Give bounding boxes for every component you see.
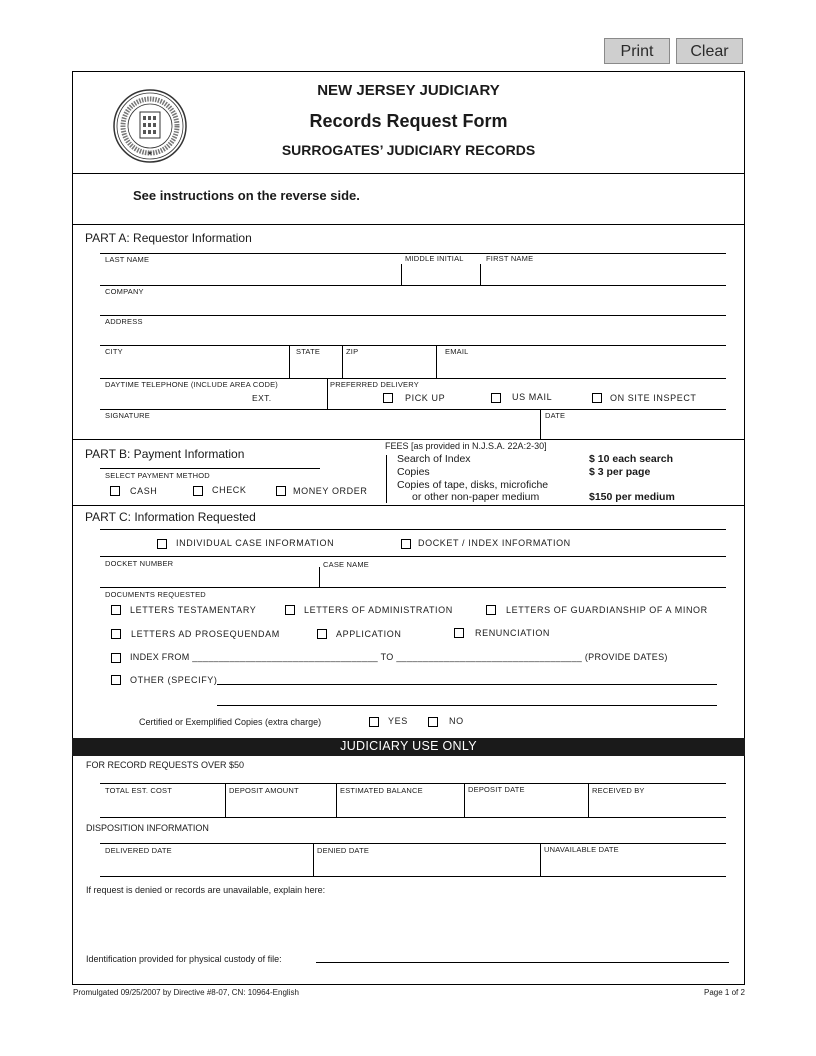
documents-requested-label: DOCUMENTS REQUESTED: [105, 590, 206, 599]
fees-title: FEES [as provided in N.J.S.A. 22A:2-30]: [385, 441, 547, 451]
individual-case-checkbox[interactable]: [157, 539, 167, 549]
certified-no-label: NO: [449, 716, 464, 726]
field-line: [100, 315, 726, 316]
middle-initial-input[interactable]: [402, 264, 479, 285]
field-separator: [225, 783, 226, 817]
other-label: OTHER (SPECIFY): [130, 675, 218, 685]
letters-testamentary-label: LETTERS TESTAMENTARY: [130, 605, 257, 615]
pick-up-checkbox[interactable]: [383, 393, 393, 403]
promulgated-note: Promulgated 09/25/2007 by Directive #8-07, CN: 10964-English: [73, 988, 299, 997]
field-line: [100, 556, 726, 557]
print-button[interactable]: Print: [604, 38, 670, 64]
date-label: DATE: [545, 411, 566, 420]
page-number: Page 1 of 2: [704, 988, 745, 997]
city-label: CITY: [105, 347, 123, 356]
fees-bracket: [386, 455, 387, 503]
form-frame: [72, 71, 745, 985]
denied-date-input[interactable]: [315, 856, 538, 876]
fee-label: Copies of tape, disks, microfiche: [397, 479, 549, 491]
field-line: [100, 468, 320, 469]
estimated-balance-label: ESTIMATED BALANCE: [340, 786, 423, 795]
org-name: NEW JERSEY JUDICIARY: [317, 82, 500, 99]
other-input[interactable]: [217, 670, 717, 684]
us-mail-label: US MAIL: [512, 392, 553, 402]
state-input[interactable]: [290, 358, 341, 378]
field-line: [217, 705, 717, 706]
email-input[interactable]: [437, 358, 726, 378]
check-checkbox[interactable]: [193, 486, 203, 496]
case-name-input[interactable]: [321, 568, 726, 587]
denied-explain-label: If request is denied or records are unavailable, explain here:: [86, 885, 326, 895]
field-line: [100, 876, 726, 877]
certified-yes-label: YES: [388, 716, 408, 726]
field-line: [100, 345, 726, 346]
signature-label: SIGNATURE: [105, 411, 150, 420]
field-separator: [327, 378, 328, 409]
application-checkbox[interactable]: [317, 629, 327, 639]
address-label: ADDRESS: [105, 317, 143, 326]
us-mail-checkbox[interactable]: [491, 393, 501, 403]
divider: [72, 224, 745, 225]
delivered-date-label: DELIVERED DATE: [105, 846, 172, 855]
field-line: [100, 378, 726, 379]
company-input[interactable]: [100, 297, 726, 315]
letters-testamentary-checkbox[interactable]: [111, 605, 121, 615]
last-name-label: LAST NAME: [105, 255, 150, 264]
company-label: COMPANY: [105, 287, 144, 296]
other-input-line-2[interactable]: [217, 691, 717, 705]
fee-label: or other non-paper medium: [412, 491, 540, 503]
on-site-checkbox[interactable]: [592, 393, 602, 403]
divider: [72, 173, 745, 174]
last-name-input[interactable]: [100, 264, 400, 285]
part-b-title: PART B: Payment Information: [85, 447, 245, 461]
docket-number-label: DOCKET NUMBER: [105, 559, 174, 568]
renunciation-checkbox[interactable]: [454, 628, 464, 638]
pick-up-label: PICK UP: [405, 393, 446, 403]
certified-no-checkbox[interactable]: [428, 717, 438, 727]
individual-case-label: INDIVIDUAL CASE INFORMATION: [176, 538, 335, 548]
field-separator: [464, 783, 465, 817]
received-by-label: RECEIVED BY: [592, 786, 645, 795]
field-line: [316, 962, 729, 963]
phone-input[interactable]: [100, 390, 250, 408]
field-separator: [313, 843, 314, 876]
fee-price: $ 10 each search: [589, 453, 674, 465]
select-method-label: SELECT PAYMENT METHOD: [105, 471, 210, 480]
fee-label: Search of Index: [397, 453, 471, 465]
field-separator: [336, 783, 337, 817]
part-c-title: PART C: Information Requested: [85, 510, 256, 524]
preferred-delivery-label: PREFERRED DELIVERY: [330, 380, 419, 389]
field-line: [100, 409, 726, 410]
cash-label: CASH: [130, 486, 158, 496]
check-label: CHECK: [212, 485, 247, 495]
on-site-label: ON SITE INSPECT: [610, 393, 697, 403]
unavailable-date-label: UNAVAILABLE DATE: [544, 845, 619, 854]
case-name-label: CASE NAME: [323, 560, 369, 569]
letters-ad-pro-checkbox[interactable]: [111, 629, 121, 639]
index-from-label: INDEX FROM ___________________________________ TO ___________________________________ (PROVIDE DATES): [130, 652, 668, 662]
judiciary-use-title: JUDICIARY USE ONLY: [340, 739, 477, 753]
deposit-date-label: DEPOSIT DATE: [468, 785, 525, 794]
letters-ad-pro-label: LETTERS AD PROSEQUENDAM: [131, 629, 280, 639]
docket-index-label: DOCKET / INDEX INFORMATION: [418, 538, 571, 548]
instructions-note: See instructions on the reverse side.: [133, 188, 360, 203]
email-label: EMAIL: [445, 347, 469, 356]
field-line: [100, 529, 726, 530]
index-from-checkbox[interactable]: [111, 653, 121, 663]
cash-checkbox[interactable]: [110, 486, 120, 496]
divider: [72, 439, 745, 440]
fee-price: $ 3 per page: [589, 466, 651, 478]
state-label: STATE: [296, 347, 321, 356]
field-separator: [319, 567, 320, 587]
identification-label: Identification provided for physical custody of file:: [86, 954, 282, 964]
identification-input[interactable]: [316, 948, 729, 962]
money-order-checkbox[interactable]: [276, 486, 286, 496]
form-subtitle: SURROGATES’ JUDICIARY RECORDS: [281, 142, 536, 158]
estimated-balance-input[interactable]: [338, 796, 462, 816]
deposit-date-input[interactable]: [466, 796, 586, 816]
letters-guardianship-checkbox[interactable]: [486, 605, 496, 615]
fee-label: Copies: [397, 466, 430, 478]
first-name-input[interactable]: [481, 264, 726, 285]
other-checkbox[interactable]: [111, 675, 121, 685]
field-separator: [540, 409, 541, 439]
first-name-label: FIRST NAME: [486, 254, 534, 263]
part-a-title: PART A: Requestor Information: [85, 231, 252, 245]
denied-date-label: DENIED DATE: [317, 846, 370, 855]
over-50-label: FOR RECORD REQUESTS OVER $50: [86, 760, 245, 770]
received-by-input[interactable]: [590, 796, 726, 816]
deposit-amount-label: DEPOSIT AMOUNT: [229, 786, 299, 795]
field-line: [100, 843, 726, 844]
city-input[interactable]: [100, 358, 288, 378]
field-line: [100, 783, 726, 784]
ext-input[interactable]: [272, 390, 326, 408]
ext-label: EXT.: [252, 393, 272, 403]
unavailable-date-input[interactable]: [542, 856, 726, 876]
field-line: [217, 684, 717, 685]
date-input[interactable]: [542, 420, 726, 438]
clear-button[interactable]: Clear: [676, 38, 743, 64]
fee-price: $150 per medium: [589, 491, 675, 503]
certified-copies-label: Certified or Exemplified Copies (extra charge): [139, 717, 322, 727]
zip-label: ZIP: [346, 347, 359, 356]
certified-yes-checkbox[interactable]: [369, 717, 379, 727]
deposit-amount-input[interactable]: [227, 796, 334, 816]
field-separator: [588, 783, 589, 817]
field-separator: [540, 843, 541, 876]
total-cost-input[interactable]: [100, 796, 223, 816]
form-title: Records Request Form: [309, 111, 508, 131]
svg-text:★: ★: [147, 151, 153, 157]
disposition-label: DISPOSITION INFORMATION: [86, 823, 209, 833]
signature-input[interactable]: [100, 420, 538, 438]
docket-number-input[interactable]: [100, 568, 317, 587]
letters-administration-checkbox[interactable]: [285, 605, 295, 615]
zip-input[interactable]: [343, 358, 435, 378]
docket-index-checkbox[interactable]: [401, 539, 411, 549]
application-label: APPLICATION: [336, 629, 402, 639]
total-cost-label: TOTAL EST. COST: [105, 786, 173, 795]
letters-guardianship-label: LETTERS OF GUARDIANSHIP OF A MINOR: [506, 605, 708, 615]
divider: [72, 505, 745, 506]
delivered-date-input[interactable]: [100, 856, 311, 876]
field-line: [100, 587, 726, 588]
money-order-label: MONEY ORDER: [293, 486, 368, 496]
letters-administration-label: LETTERS OF ADMINISTRATION: [304, 605, 453, 615]
phone-label: DAYTIME TELEPHONE (INCLUDE AREA CODE): [105, 380, 278, 389]
denied-explain-input[interactable]: [86, 898, 726, 944]
renunciation-label: RENUNCIATION: [475, 628, 551, 638]
field-line: [100, 817, 726, 818]
field-line: [100, 285, 726, 286]
address-input[interactable]: [100, 327, 726, 345]
middle-initial-label: MIDDLE INITIAL: [405, 254, 464, 263]
